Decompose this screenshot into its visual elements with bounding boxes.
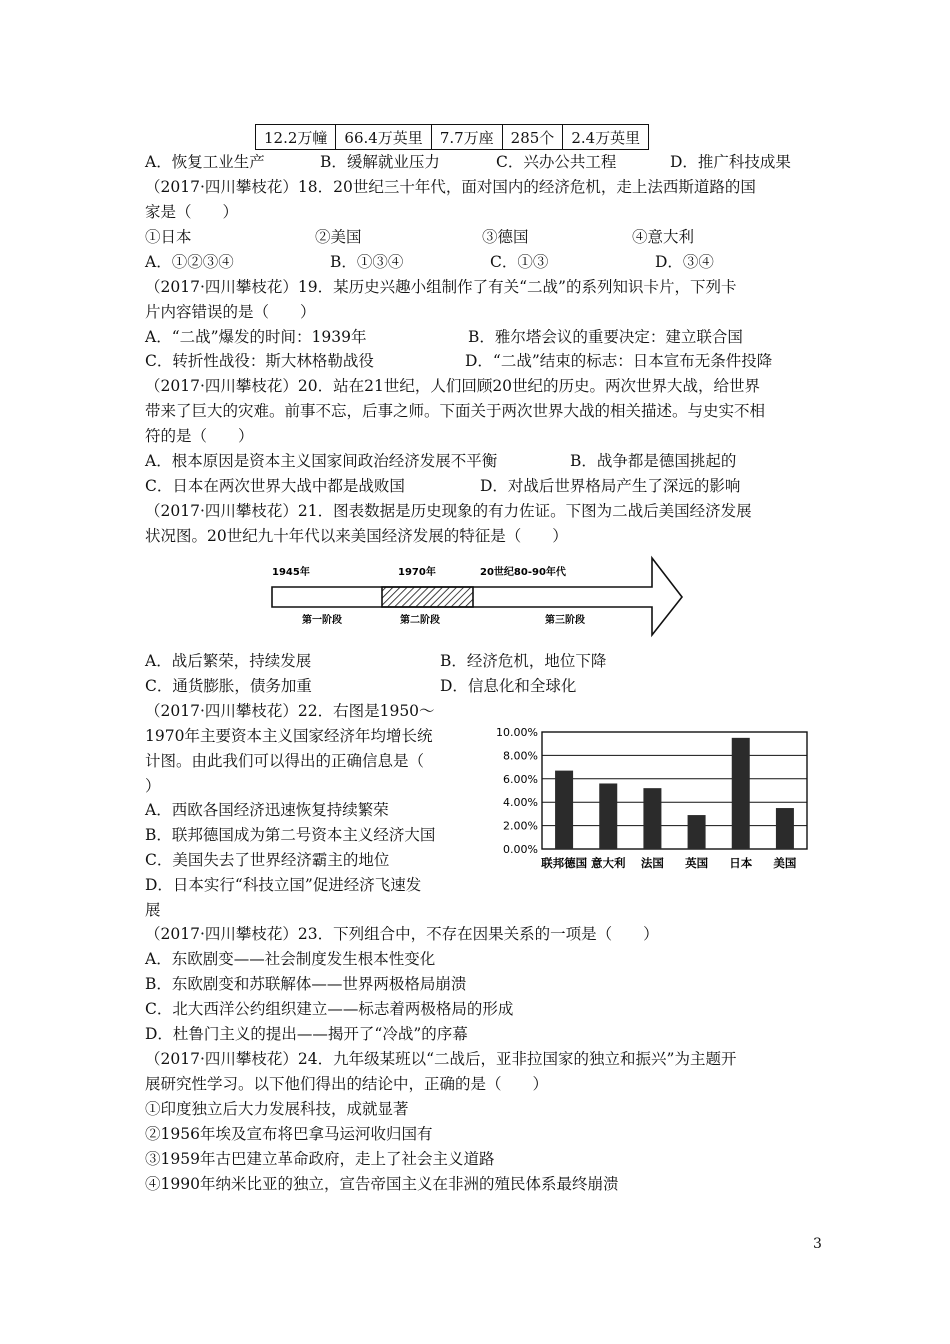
q21-option-c: C．通货膨胀，债务加重 [145, 677, 312, 695]
q22-stem-line: ） [145, 777, 161, 795]
x-tick-label: 英国 [685, 856, 709, 870]
q20-option-d: D．对战后世界格局产生了深远的影响 [480, 477, 741, 495]
y-tick-label: 2.00% [503, 819, 538, 833]
timeline-year: 1970年 [398, 567, 436, 578]
q18-option-c: C．①③ [490, 253, 549, 271]
q19-option-a: A．“二战”爆发的时间：1939年 [145, 328, 367, 346]
q20-option-c: C．日本在两次世界大战中都是战败国 [145, 477, 405, 495]
q24-item: ③1959年古巴建立革命政府，走上了社会主义道路 [145, 1150, 495, 1168]
q24-item: ①印度独立后大力发展科技，成就显著 [145, 1100, 409, 1118]
bar-英国 [688, 815, 706, 849]
q23-option-d: D．杜鲁门主义的提出——揭开了“冷战”的序幕 [145, 1025, 468, 1043]
q19-stem-line: 片内容错误的是（ ） [145, 303, 316, 321]
q22-stem-line: 1970年主要资本主义国家经济年均增长统 [145, 727, 433, 745]
timeline-year: 1945年 [272, 567, 310, 578]
table-cell: 2.4万英里 [563, 125, 649, 150]
data-table [255, 124, 649, 150]
bar-chart [485, 722, 815, 877]
page-number: 3 [813, 1236, 822, 1252]
q22-option-d-cont: 展 [145, 901, 161, 919]
timeline-stage: 第三阶段 [545, 615, 585, 626]
q23-option-c: C．北大西洋公约组织建立——标志着两极格局的形成 [145, 1000, 514, 1018]
table-cell: 7.7万座 [431, 125, 502, 150]
q24-stem-line: （2017·四川攀枝花）24．九年级某班以“二战后，亚非拉国家的独立和振兴”为主题开 [145, 1050, 737, 1068]
q18-option-a: A．①②③④ [145, 253, 234, 271]
q20-stem-line: （2017·四川攀枝花）20．站在21世纪，人们回顾20世纪的历史。两次世界大战，给世界 [145, 377, 761, 395]
q18-item: ③德国 [482, 228, 529, 246]
bar-美国 [776, 808, 794, 849]
x-tick-label: 意大利 [591, 856, 626, 870]
q22-stem-line: （2017·四川攀枝花）22．右图是1950～ [145, 702, 435, 720]
q18-stem-line: 家是（ ） [145, 203, 239, 221]
q22-stem-line: 计图。由此我们可以得出的正确信息是（ [145, 752, 425, 770]
y-tick-label: 8.00% [503, 749, 538, 763]
q23-option-a: A．东欧剧变——社会制度发生根本性变化 [145, 950, 436, 968]
q18-option-b: B．①③④ [330, 253, 404, 271]
q21-option-a: A．战后繁荣，持续发展 [145, 652, 312, 670]
q22-option-b: B．联邦德国成为第二号资本主义经济大国 [145, 826, 436, 844]
x-tick-label: 日本 [729, 856, 753, 870]
q17-option-a: A．恢复工业生产 [145, 153, 265, 171]
q20-stem-line: 符的是（ ） [145, 427, 254, 445]
y-tick-label: 4.00% [503, 796, 538, 810]
bar-意大利 [599, 783, 617, 849]
q17-option-b: B．缓解就业压力 [320, 153, 440, 171]
x-tick-label: 美国 [773, 856, 797, 870]
q20-option-b: B．战争都是德国挑起的 [570, 452, 737, 470]
q19-option-c: C．转折性战役：斯大林格勒战役 [145, 352, 374, 370]
q20-stem-line: 带来了巨大的灾难。前事不忘，后事之师。下面关于两次世界大战的相关描述。与史实不相 [145, 402, 766, 420]
x-tick-label: 法国 [640, 856, 664, 870]
y-tick-label: 0.00% [503, 843, 538, 856]
q21-stem-line: 状况图。20世纪九十年代以来美国经济发展的特征是（ ） [145, 527, 568, 545]
q21-stem-line: （2017·四川攀枝花）21．图表数据是历史现象的有力佐证。下图为二战后美国经济发展 [145, 502, 752, 520]
q20-option-a: A．根本原因是资本主义国家间政治经济发展不平衡 [145, 452, 498, 470]
chart-plot-area [542, 732, 807, 849]
bar-联邦德国 [555, 771, 573, 849]
q24-item: ②1956年埃及宣布将巴拿马运河收归国有 [145, 1125, 433, 1143]
timeline-stage: 第一阶段 [302, 615, 342, 626]
q18-item: ①日本 [145, 228, 192, 246]
q19-option-d: D．“二战”结束的标志：日本宣布无条件投降 [465, 352, 773, 370]
table-cell: 66.4万英里 [336, 125, 431, 150]
q22-option-a: A．西欧各国经济迅速恢复持续繁荣 [145, 801, 389, 819]
timeline-year: 20世纪80-90年代 [480, 567, 566, 578]
q23-stem: （2017·四川攀枝花）23．下列组合中，不存在因果关系的一项是（ ） [145, 925, 659, 943]
q21-option-d: D．信息化和全球化 [440, 677, 577, 695]
q17-option-c: C．兴办公共工程 [496, 153, 617, 171]
q18-item: ②美国 [315, 228, 362, 246]
table-row [256, 125, 649, 150]
bar-法国 [643, 788, 661, 849]
x-tick-label: 联邦德国 [541, 856, 588, 870]
y-tick-label: 6.00% [503, 772, 538, 786]
q24-stem-line: 展研究性学习。以下他们得出的结论中，正确的是（ ） [145, 1075, 549, 1093]
bar-日本 [732, 738, 750, 849]
timeline-diagram [262, 555, 692, 640]
q19-stem-line: （2017·四川攀枝花）19．某历史兴趣小组制作了有关“二战”的系列知识卡片，下列卡 [145, 278, 737, 296]
q22-option-d: D．日本实行“科技立国”促进经济飞速发 [145, 876, 422, 894]
q22-option-c: C．美国失去了世界经济霸主的地位 [145, 851, 390, 869]
q17-option-d: D．推广科技成果 [670, 153, 791, 171]
table-cell: 12.2万幢 [256, 125, 336, 150]
table-cell: 285个 [502, 125, 563, 150]
q18-item: ④意大利 [632, 228, 695, 246]
timeline-stage2-hatch [382, 587, 473, 607]
q19-option-b: B．雅尔塔会议的重要决定：建立联合国 [468, 328, 743, 346]
q18-option-d: D．③④ [655, 253, 714, 271]
q23-option-b: B．东欧剧变和苏联解体——世界两极格局崩溃 [145, 975, 467, 993]
y-tick-label: 10.00% [496, 726, 538, 739]
timeline-stage: 第二阶段 [400, 615, 440, 626]
q21-option-b: B．经济危机，地位下降 [440, 652, 607, 670]
q24-item: ④1990年纳米比亚的独立，宣告帝国主义在非洲的殖民体系最终崩溃 [145, 1175, 619, 1193]
q18-stem-line: （2017·四川攀枝花）18．20世纪三十年代，面对国内的经济危机，走上法西斯道路的国 [145, 178, 756, 196]
